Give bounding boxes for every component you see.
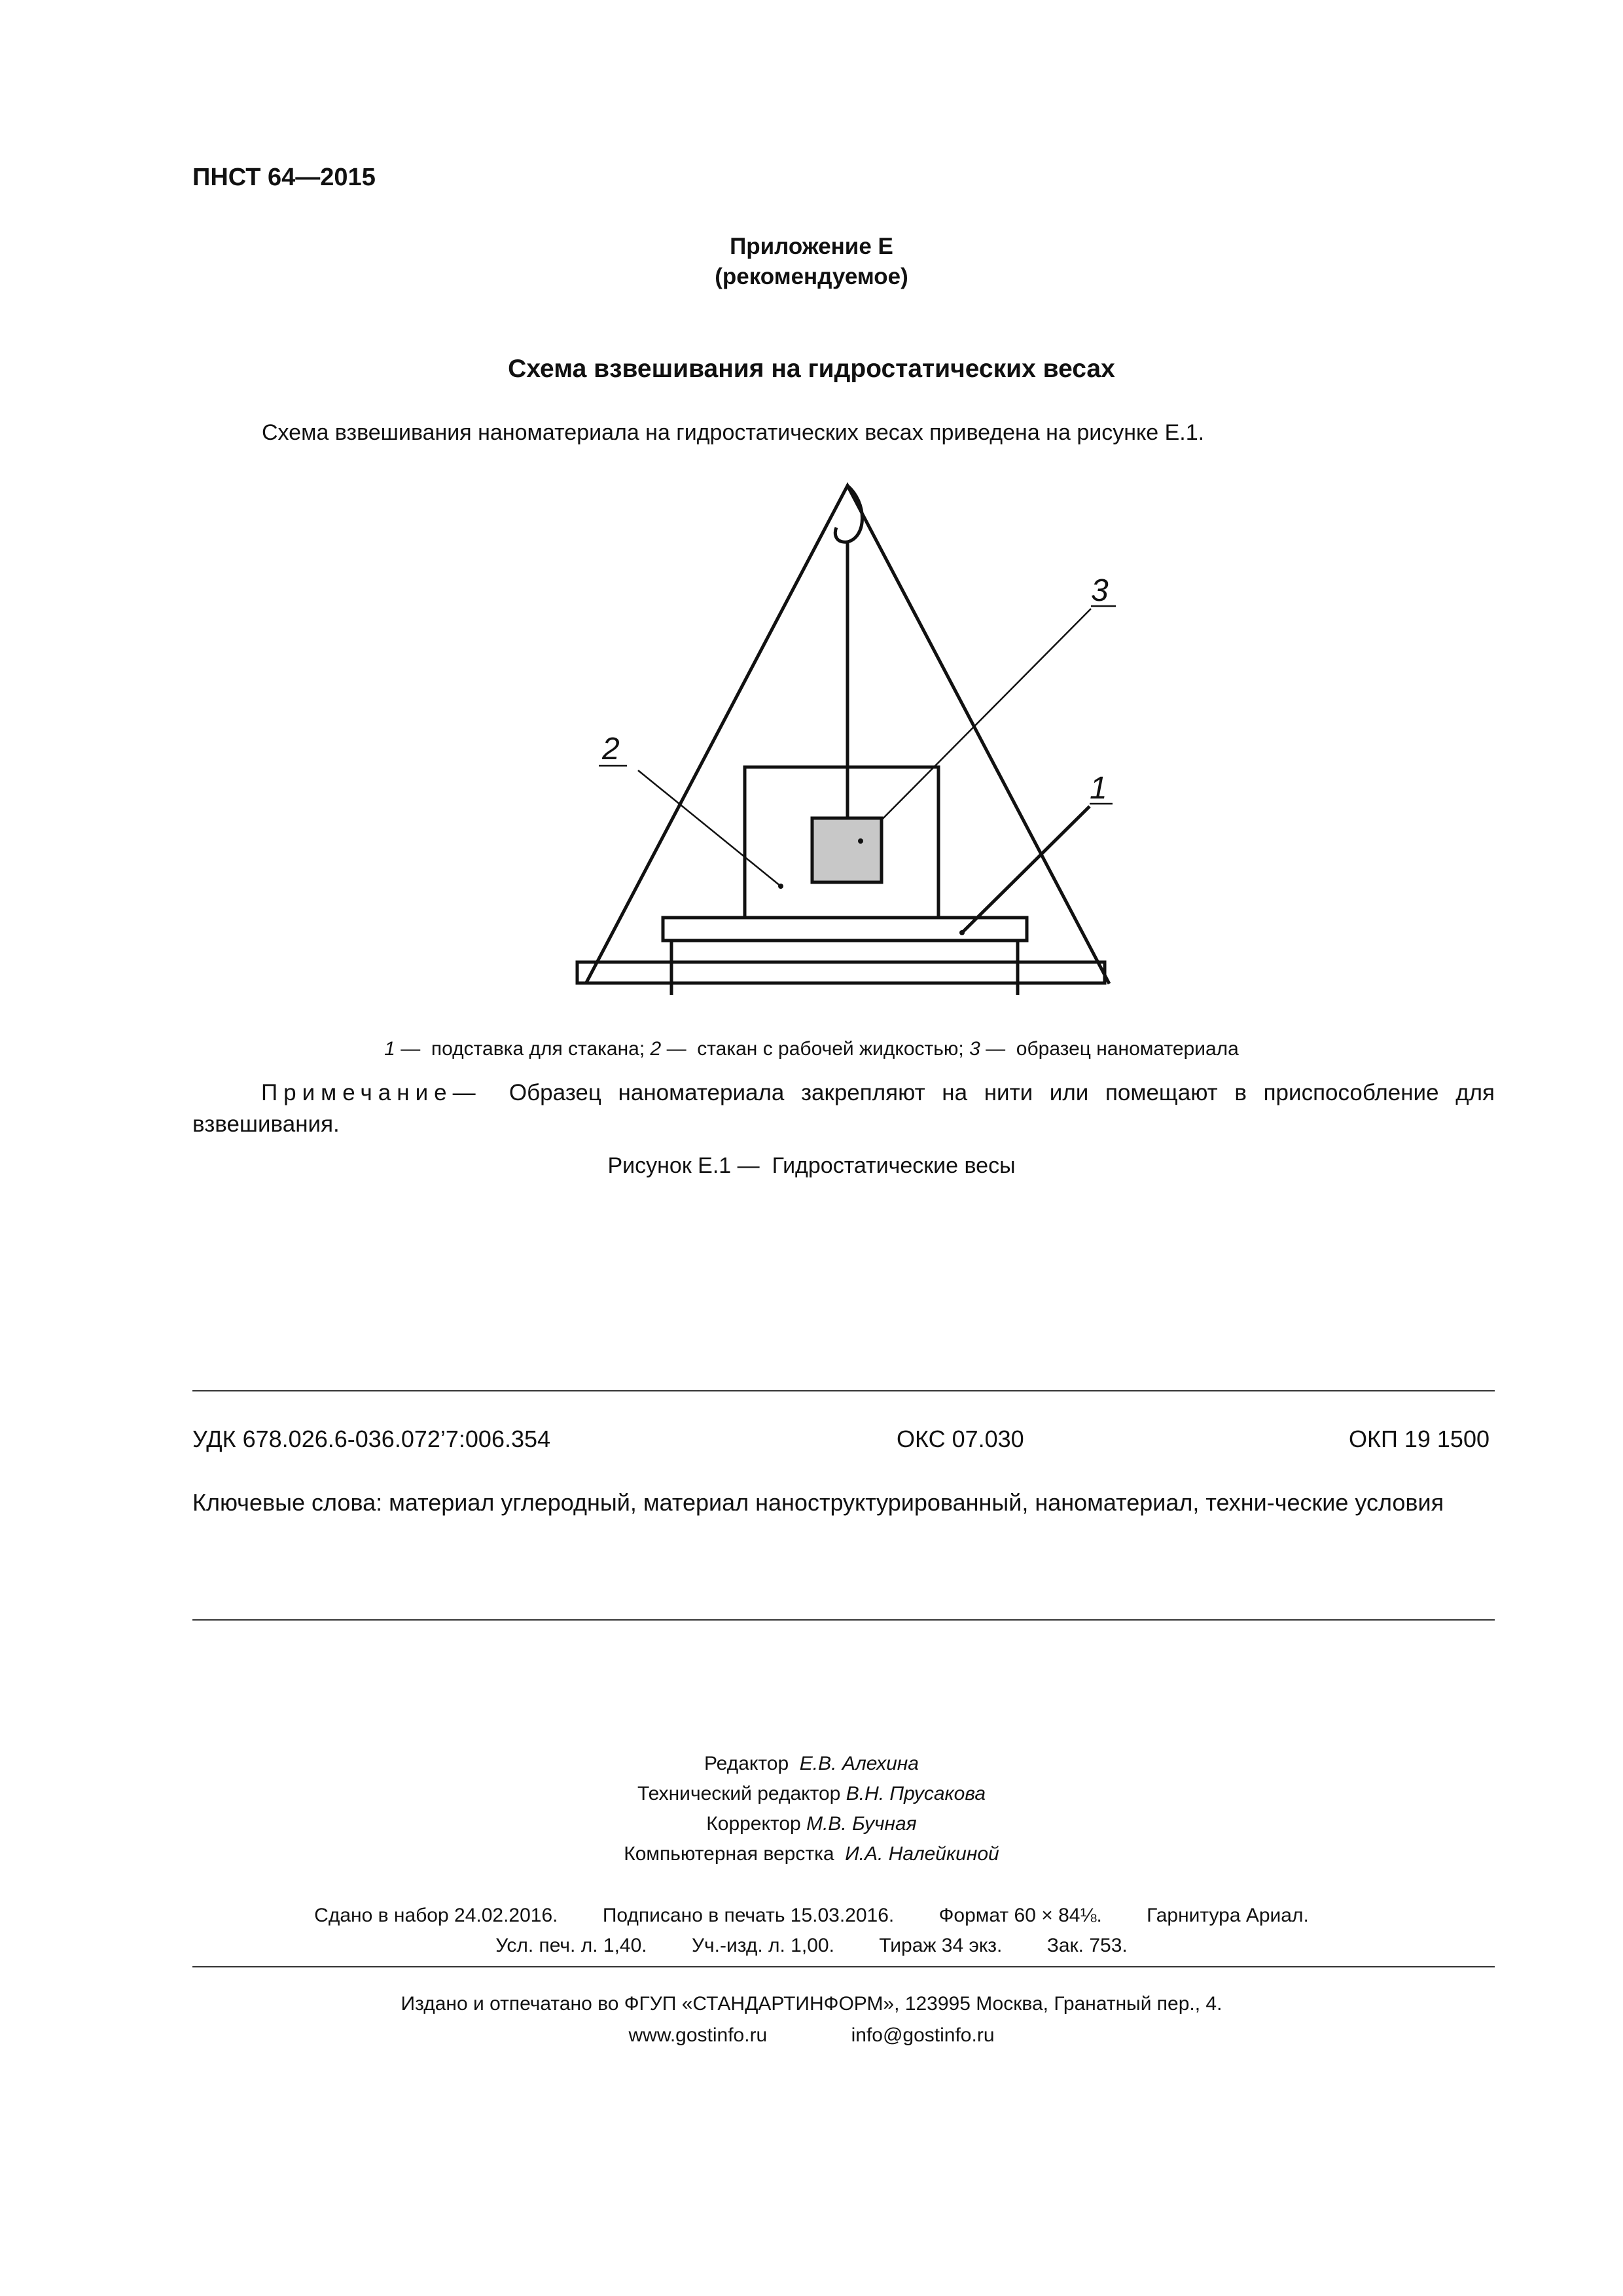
leader-line-3	[861, 609, 1091, 841]
divider-top	[192, 1390, 1495, 1391]
credit-layout: Компьютерная верстка И.А. Налейкиной	[624, 1843, 999, 1865]
legend-num-3: 3	[969, 1038, 980, 1060]
order-number: Зак. 753.	[1046, 1935, 1128, 1956]
divider-bottom	[192, 1966, 1495, 1967]
publication-sheets: Уч.-изд. л. 1,00.	[691, 1935, 834, 1956]
credit-editor: Редактор Е.В. Алехина	[704, 1753, 919, 1774]
copies: Тираж 34 экз.	[879, 1935, 1003, 1956]
figure-note: Примечание— Образец наноматериала закрепляют на нити или помещают в приспособление для взвешивания.	[192, 1080, 1495, 1137]
callout-label-3: 3	[1091, 573, 1109, 608]
typeface: Гарнитура Ариал.	[1147, 1905, 1309, 1926]
print-info	[0, 1901, 1623, 1961]
oks-code: ОКС 07.030	[897, 1426, 1024, 1452]
legend-text-2: стакан с рабочей жидкостью;	[697, 1038, 964, 1060]
nanomaterial-sample	[812, 818, 882, 882]
intro-paragraph: Схема взвешивания наноматериала на гидростатических весах приведена на рисунке Е.1.	[262, 420, 1205, 445]
appendix-title: Приложение Е	[730, 234, 893, 259]
hook-icon	[835, 486, 862, 542]
publisher-block	[0, 1988, 1623, 2051]
hydrostatic-scale-diagram	[569, 471, 1119, 995]
signed-date: Подписано в печать 15.03.2016.	[602, 1905, 895, 1926]
publisher-text: Издано и отпечатано во ФГУП «СТАНДАРТИНФОРМ», 123995 Москва, Гранатный пер., 4.	[401, 1993, 1222, 2015]
note-text: Образец наноматериала закрепляют на нити или помещают в приспособление для взвешивания.	[192, 1080, 1495, 1137]
submitted-date: Сдано в набор 24.02.2016.	[314, 1905, 558, 1926]
callout-label-2: 2	[602, 732, 620, 766]
legend-num-2: 2	[650, 1038, 662, 1060]
credits-block	[0, 1749, 1623, 1869]
publisher-email[interactable]: info@gostinfo.ru	[851, 2024, 995, 2046]
publisher-website[interactable]: www.gostinfo.ru	[628, 2024, 768, 2046]
appendix-heading	[0, 232, 1623, 292]
udk-code: УДК 678.026.6-036.072’7:006.354	[192, 1426, 551, 1452]
section-title: Схема взвешивания на гидростатических весах	[508, 355, 1115, 383]
divider-middle	[192, 1619, 1495, 1621]
legend-text-1: подставка для стакана;	[431, 1038, 645, 1060]
legend-text-3: образец наноматериала	[1016, 1038, 1239, 1060]
note-label: Примечание	[261, 1080, 453, 1105]
leader-line-2	[638, 770, 781, 886]
credit-tech-editor: Технический редактор В.Н. Прусакова	[637, 1783, 986, 1804]
caption-label: Рисунок Е.1	[607, 1153, 732, 1178]
callout-label-1: 1	[1090, 771, 1107, 806]
credit-corrector: Корректор М.В. Бучная	[706, 1813, 917, 1835]
caption-text: Гидростатические весы	[772, 1153, 1016, 1178]
printed-sheets: Усл. печ. л. 1,40.	[495, 1935, 647, 1956]
paper-format: Формат 60 × 84⅛.	[938, 1905, 1102, 1926]
appendix-kind: (рекомендуемое)	[715, 264, 908, 289]
legend-num-1: 1	[384, 1038, 395, 1060]
okp-code: ОКП 19 1500	[1349, 1426, 1489, 1452]
figure-caption: Рисунок Е.1 — Гидростатические весы	[607, 1153, 1016, 1178]
keywords: Ключевые слова: материал углеродный, материал наноструктурированный, наноматериал, техни-ческие условия	[192, 1489, 1444, 1516]
document-code: ПНСТ 64—2015	[192, 164, 376, 191]
figure-legend: 1 — подставка для стакана; 2 — стакан с рабочей жидкостью; 3 — образец наноматериала	[384, 1038, 1239, 1060]
base-plate	[577, 962, 1105, 983]
